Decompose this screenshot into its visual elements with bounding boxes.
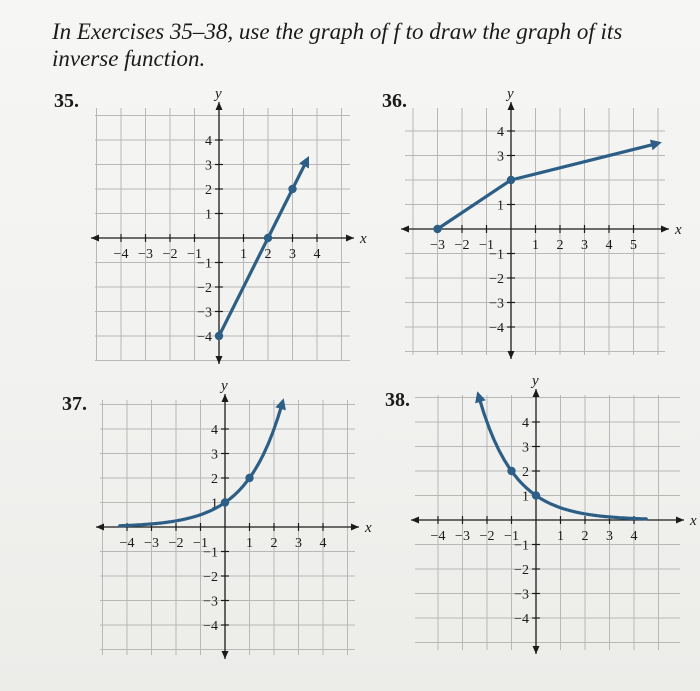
- x-axis-label: x: [360, 231, 367, 247]
- x-axis-arrow-left: [91, 235, 99, 242]
- x-tick-label: −2: [454, 238, 470, 253]
- x-axis-arrow-left: [411, 517, 419, 524]
- y-axis-label: y: [532, 373, 539, 389]
- y-tick-label: −4: [489, 321, 504, 336]
- y-tick-label: 2: [205, 183, 212, 198]
- x-tick-label: −3: [455, 529, 470, 544]
- marked-point: [215, 332, 223, 340]
- instructions-line-1: In Exercises 35–38, use the graph of f to draw the graph of its: [52, 19, 623, 44]
- x-tick-label: 2: [270, 536, 278, 551]
- x-axis-label: x: [365, 520, 372, 536]
- graph-exercise-37: [95, 378, 372, 657]
- x-tick-label: 4: [313, 247, 321, 262]
- x-axis-arrow: [346, 235, 354, 242]
- x-tick-label: −2: [479, 529, 495, 544]
- x-axis-arrow-left: [96, 524, 104, 531]
- y-tick-label: 4: [211, 423, 218, 438]
- x-tick-label: −1: [193, 536, 208, 551]
- x-axis-label: x: [690, 513, 697, 529]
- x-tick-label: 1: [240, 247, 247, 262]
- x-tick-label: 3: [295, 536, 302, 551]
- y-axis-arrow: [508, 102, 515, 110]
- y-tick-label: 3: [205, 158, 212, 174]
- marked-point: [221, 498, 229, 506]
- y-tick-label: −3: [514, 587, 529, 603]
- y-tick-label: −4: [203, 619, 218, 634]
- x-axis-arrow-left: [401, 226, 409, 233]
- graph-exercise-36: [400, 86, 682, 360]
- graph-exercise-38: [410, 373, 697, 652]
- grid: [415, 395, 680, 650]
- x-tick-label: 1: [532, 238, 539, 253]
- x-tick-label: 3: [606, 529, 613, 544]
- y-axis-arrow-down: [533, 646, 540, 654]
- y-tick-label: 4: [205, 134, 212, 149]
- x-tick-label: −4: [119, 536, 135, 551]
- marked-point: [507, 176, 515, 184]
- y-tick-label: −4: [514, 612, 529, 627]
- marked-point: [507, 467, 515, 475]
- y-tick-label: 1: [211, 496, 218, 512]
- marked-point: [245, 474, 253, 482]
- y-tick-label: −1: [514, 538, 529, 554]
- y-tick-label: 2: [522, 465, 529, 480]
- x-axis-arrow: [676, 517, 684, 524]
- exercise-number-37: 37.: [62, 393, 87, 415]
- exercise-instructions: [52, 18, 672, 72]
- x-axis-label: x: [675, 222, 682, 238]
- exercise-number-35: 35.: [54, 90, 79, 112]
- x-tick-label: −4: [113, 247, 129, 262]
- x-tick-label: 3: [581, 238, 588, 253]
- x-tick-label: −3: [144, 536, 159, 551]
- x-axis-arrow: [661, 226, 669, 233]
- x-tick-label: −1: [479, 238, 494, 253]
- y-tick-label: −1: [203, 545, 218, 561]
- y-tick-label: 1: [205, 207, 212, 223]
- marked-point: [264, 234, 272, 242]
- marked-point: [532, 491, 540, 499]
- y-tick-label: 1: [497, 198, 504, 214]
- curve-arrow-end: [650, 140, 662, 151]
- x-axis-arrow: [351, 524, 359, 531]
- x-tick-label: 2: [264, 247, 272, 262]
- y-axis-arrow: [216, 102, 223, 110]
- y-tick-label: −3: [489, 296, 504, 312]
- exercise-number-36: 36.: [382, 90, 407, 112]
- y-axis-arrow: [533, 389, 540, 397]
- y-axis-label: y: [215, 86, 222, 102]
- marked-point: [433, 225, 441, 233]
- graph-exercise-35: [90, 86, 367, 360]
- y-tick-label: 3: [497, 149, 504, 165]
- y-tick-label: −3: [203, 594, 218, 610]
- x-tick-label: 4: [319, 536, 327, 551]
- y-tick-label: 1: [522, 489, 529, 505]
- y-axis-arrow-down: [508, 351, 515, 359]
- x-tick-label: 5: [630, 238, 637, 253]
- x-tick-label: −4: [430, 529, 446, 544]
- y-tick-label: −2: [514, 563, 529, 578]
- y-tick-label: 3: [522, 440, 529, 456]
- exercise-number-38: 38.: [385, 389, 410, 411]
- x-tick-label: −3: [430, 238, 445, 253]
- x-tick-label: 4: [630, 529, 638, 544]
- y-tick-label: 4: [497, 125, 504, 140]
- y-tick-label: −1: [197, 256, 212, 272]
- y-tick-label: −1: [489, 247, 504, 263]
- function-curve: [120, 402, 283, 526]
- y-axis-arrow-down: [222, 651, 229, 659]
- marked-point: [288, 185, 296, 193]
- y-axis-arrow: [222, 394, 229, 402]
- x-tick-label: 4: [605, 238, 613, 253]
- x-tick-label: 2: [581, 529, 589, 544]
- y-tick-label: −4: [197, 330, 212, 345]
- instructions-line-2: inverse function.: [52, 46, 206, 71]
- x-tick-label: −3: [138, 247, 153, 262]
- grid: [95, 108, 350, 361]
- x-tick-label: −1: [504, 529, 519, 544]
- y-tick-label: −2: [197, 281, 212, 296]
- y-axis-label: y: [221, 378, 228, 394]
- x-tick-label: 1: [557, 529, 564, 544]
- function-curve: [478, 395, 646, 519]
- y-tick-label: −2: [489, 272, 504, 287]
- y-tick-label: 2: [211, 472, 218, 487]
- x-tick-label: 2: [556, 238, 564, 253]
- y-tick-label: −2: [203, 570, 218, 585]
- x-tick-label: −2: [162, 247, 178, 262]
- x-tick-label: −1: [187, 247, 202, 262]
- y-tick-label: −3: [197, 305, 212, 321]
- x-tick-label: 1: [246, 536, 253, 551]
- x-tick-label: −2: [168, 536, 184, 551]
- function-curve: [438, 143, 659, 229]
- x-tick-label: 3: [289, 247, 296, 262]
- y-tick-label: 3: [211, 447, 218, 463]
- y-axis-label: y: [507, 86, 514, 102]
- y-tick-label: 4: [522, 416, 529, 431]
